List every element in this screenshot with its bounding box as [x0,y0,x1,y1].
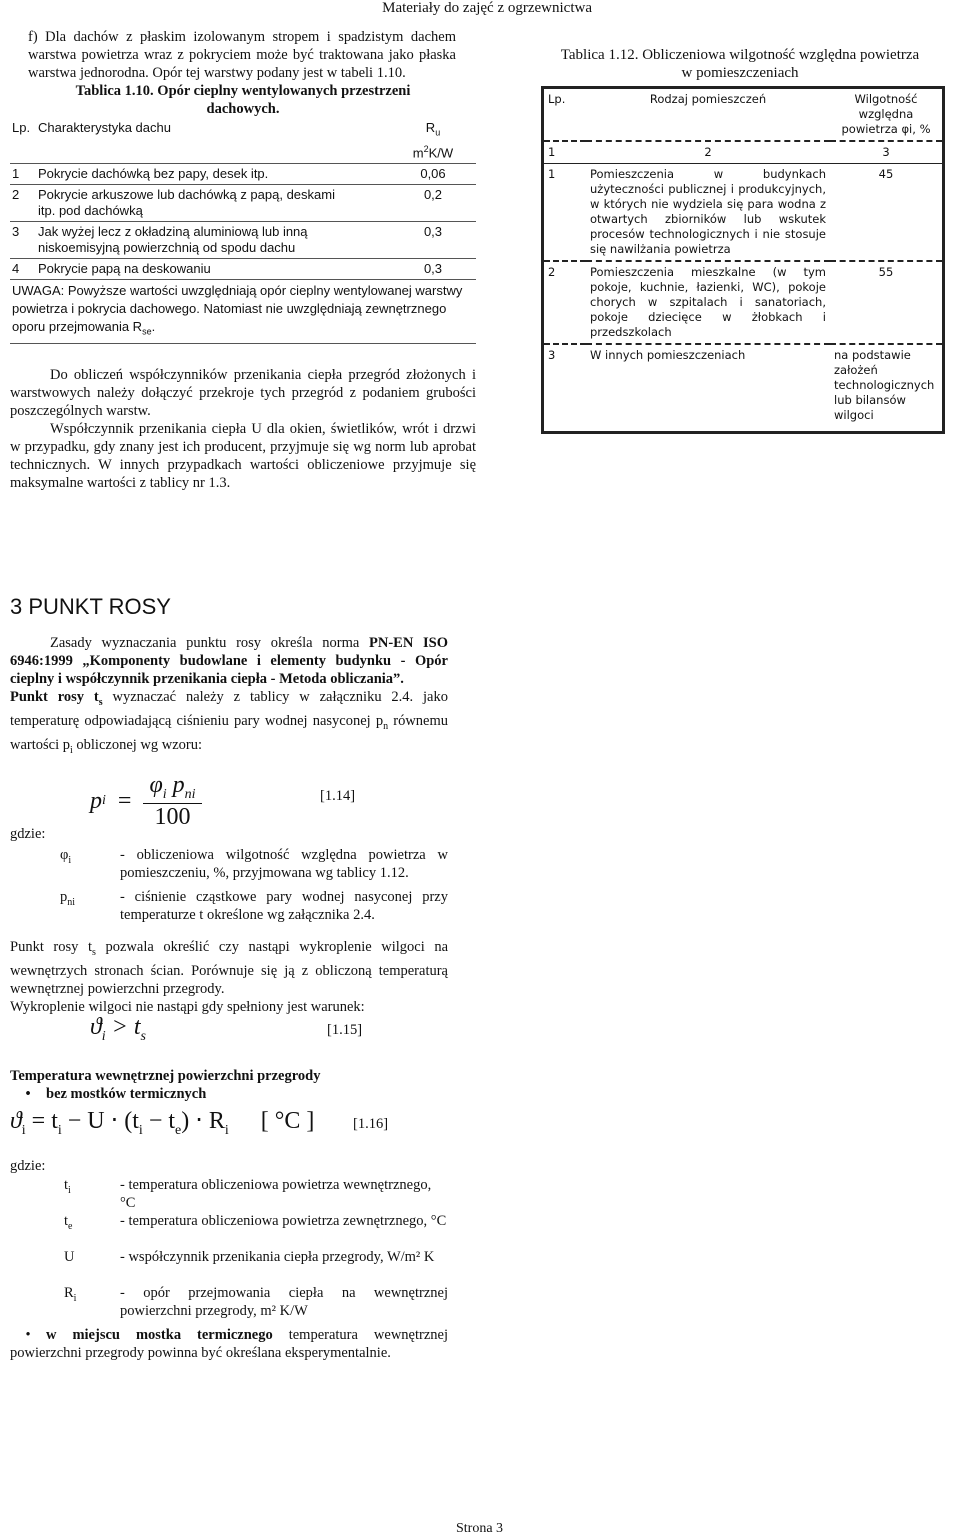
definition-item: $t_i$ - temperatura obliczeniowa powietrza wewnętrznego, °C [64,1177,432,1211]
scan-header-lp: Lp. [544,89,586,141]
scan-row: 1 Pomieszczenia w budynkach użyteczności publicznej i produkcyjnych, w których nie wydziela się para wodna z otwartych zbiorników lub wskutek procesów technologicznych i nie stosuje się nawilżania powietrza 45 [544,164,942,262]
table-row: 3 Jak wyżej lecz z okładziną aluminiową lub inną niskoemisyjną powierzchnią od spodu dachu 0,3 [10,221,476,258]
table-note: UWAGA: Powyższe wartości uwzględniają opór cieplny wentylowanej warstwy powietrza i pokrycia dachowego. Natomiast nie uwzględniają zewnętrznego oporu przejmowania $R_{se}$. [10,279,476,343]
subheading-temperature: Temperatura wewnętrznej powierzchni przegrody [10,1068,321,1084]
table-row: 4 Pokrycie papą na deskowaniu 0,3 [10,258,476,279]
paragraph-windows: Współczynnik przenikania ciepła U dla okien, świetlików, wrót i drzwi w przypadku, gdy znany jest ich producent, przyjmuje się wg norm lub aprobat technicznych. W innych przypadkach wartości obliczeniowe przyjmuje się maksymalne wartości z tablicy nr 1.3. [10,420,476,491]
scan-header-kind: Rodzaj pomieszczeń [586,89,830,141]
table-header-desc: Charakterystyka dachu [36,118,390,163]
scan-row: 3 W innych pomieszczeniach na podstawie założeń technologicznych lub bilansów wilgoci [548,348,935,422]
definition-item: $t_e$ - temperatura obliczeniowa powietrza zewnętrznego, °C [64,1213,447,1232]
table-1-10-caption: Tablica 1.10. Opór cieplny wentylowanych przestrzeni dachowych. [75,83,411,117]
intro-paragraph: f) Dla dachów z płaskim izolowanym stropem i spadzistym dachem warstwa powietrza wraz z pokryciem może być traktowana jako płaska warstwa jednorodna. Opór tej warstwy podany jest w tabeli 1.10. [28,29,456,81]
condensation-text: Punkt rosy $t_s$ pozwala określić czy nastąpi wykroplenie wilgoci na wewnętrzych stronach ścian. Porównuje się ją z obliczoną temperaturą wewnętrznej powierzchni przegrody. Wykroplenie wilgoci nie nastąpi gdy spełniony jest warunek: [10,939,448,1015]
definition-item: $R_i$ - opór przejmowania ciepła na wewnętrznej powierzchni przegrody, m² K/W [64,1285,448,1319]
scan-header-humidity: Wilgotność względna powietrza φi, % [830,89,942,141]
equation-1-14: p i = $\varphi_i$ $p_{ni}$ 100 [90,772,202,831]
where-label: gdzie: [10,826,46,842]
section-body [10,634,448,760]
paragraph-layers: Do obliczeń współczynników przenikania ciepła przegród złożonych i warstwowych należy dołączyć przekroje tych przegród z podaniem grubości poszczególnych warstw. [10,366,476,419]
equation-1-14-tag: [1.14] [320,788,356,804]
table-1-10 [10,118,476,344]
where-label-2: gdzie: [10,1158,46,1174]
definition-item: U - współczynnik przenikania ciepła przegrody, W/m² K [64,1249,435,1265]
table-header-lp: Lp. [10,118,36,163]
dewpoint-paragraph: Punkt rosy $t_s$ wyznaczać należy z tablicy w załączniku 2.4. jako temperaturę odpowiadającą ciśnieniu pary wodnej nasyconej $p_n$ równemu wartości $p_i$ obliczonej wg wzoru: [10,689,449,756]
page-header: Materiały do zajęć z ogrzewnictwa [382,0,592,16]
page-footer: Strona 3 [456,1521,504,1536]
table-row: 2 Pokrycie arkuszowe lub dachówką z papą, deskami itp. pod dachówką 0,2 [10,184,476,221]
scan-row: 2 Pomieszczenia mieszkalne (w tym pokoje, kuchnie, łazienki, WC), pokoje chorych w szpitalach i sanatoriach, pokoje dziecięce w żłobkach i przedszkolach 55 [544,261,942,344]
definition-item: $\varphi_i$ - obliczeniowa wilgotność względna powietrza w pomieszczeniu, %, przyjmowana wg tablicy 1.12. [60,847,448,881]
table-row: 1 Pokrycie dachówką bez papy, desek itp. 0,06 [10,163,476,184]
definitions-1 [60,846,448,924]
table-1-12-caption: Tablica 1.12. Obliczeniowa wilgotność względna powietrza w pomieszczeniach [560,47,920,81]
equation-1-16: $ϑ_i = t_i - U \cdot (t_i - t_e) \cdot R_i$ [ °C ] [10,1108,315,1138]
bullet-thermal-bridge: • w miejscu mostka termicznego temperatura wewnętrznej powierzchni przegrody powinna być określana eksperymentalnie. [10,1327,449,1361]
equation-1-15-tag: [1.15] [327,1022,363,1038]
definitions-2 [64,1176,448,1320]
table-1-12-scan: Lp. Rodzaj pomieszczeń Wilgotność względna powietrza φi, % 1 2 3 1 Pomieszczenia w budynkach użyteczności publicznej i produkcyjnych, w których nie wydziela się para wodna z otwartych zbiorników lub wskutek procesów technologicznych i nie stosuje się nawilżania powietrza 45 2 Pomieszczenia mieszkalne (w tym pokoje, kuchnie, łazienki, WC), pokoje chorych w szpitalach i sanatoriach, pokoje dziecięce w żłobkach i przedszkolach 55 3 W innych pomieszczeniach na podstawie założeń technologicznych lub bilansów wilgoci [541,86,945,434]
norm-paragraph: Zasady wyznaczania punktu rosy określa norma PN-EN ISO 6946:1999 „Komponenty budowlane i elementy budynku - Opór cieplny i współczynnik przenikania ciepła - Metoda obliczania”. [10,635,448,687]
equation-1-15: $ϑ_i > t_s$ [90,1014,146,1044]
equation-1-16-tag: [1.16] [353,1116,389,1132]
table-header-value: $R_u$ $m^2K/W$ [390,118,476,163]
left-column [10,28,476,492]
section-heading: 3 PUNKT ROSY [10,594,171,619]
definition-item: $p_{ni}$ - ciśnienie cząstkowe pary wodnej nasyconej przy temperaturze t określone wg załącznika 2.4. [60,889,448,923]
bullet-no-bridges: • bez mostków termicznych [25,1086,207,1102]
